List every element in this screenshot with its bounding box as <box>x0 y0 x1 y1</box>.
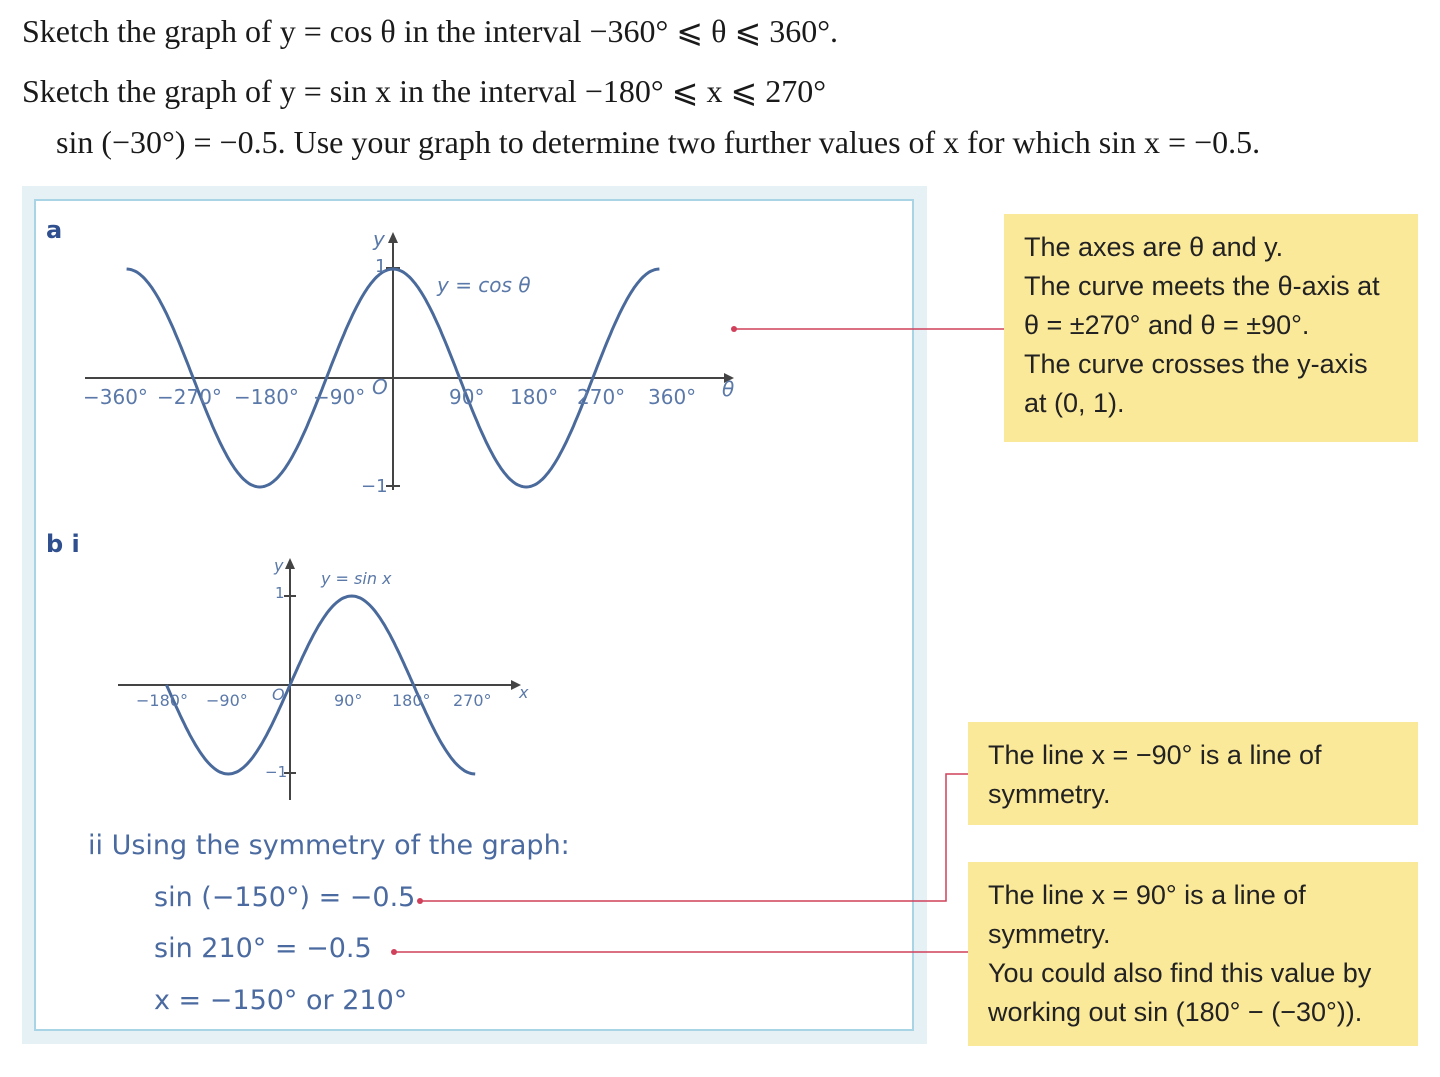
cos-x-tick-label: −90° <box>313 385 366 409</box>
note-line: The curve meets the θ-axis at <box>1024 271 1380 301</box>
note-line: symmetry. <box>988 779 1111 809</box>
sin-y-tick-label-1: 1 <box>275 584 285 602</box>
note-line: You could also find this value by <box>988 958 1372 988</box>
cos-x-tick-label: 360° <box>648 385 697 409</box>
working-heading: ii Using the symmetry of the graph: <box>88 830 570 861</box>
cos-x-tick-label: 180° <box>510 385 559 409</box>
cos-graph <box>83 227 734 497</box>
leader-dot-note2 <box>417 898 423 904</box>
sin-x-tick-label: 270° <box>453 691 492 710</box>
cos-x-tick-label: −270° <box>157 385 222 409</box>
cos-y-tick-label-1: 1 <box>375 256 387 277</box>
sin-curve-label: y = sin x <box>321 569 392 588</box>
cos-curve-label: y = cos θ <box>437 273 531 297</box>
sin-x-tick-label: −180° <box>136 691 188 710</box>
part-a-label: a <box>46 216 63 244</box>
sin-y-axis-label: y <box>274 556 284 575</box>
sin-x-tick-label: 90° <box>334 691 363 710</box>
note-line: The axes are θ and y. <box>1024 232 1284 262</box>
note-line: The line x = −90° is a line of <box>988 740 1322 770</box>
note-line: working out sin (180° − (−30°)). <box>988 997 1363 1027</box>
sin-y-tick-label-minus1: −1 <box>265 763 288 781</box>
leader-dot-note3 <box>391 949 397 955</box>
sin-graph <box>118 556 529 800</box>
note-line: The curve crosses the y-axis <box>1024 349 1368 379</box>
sin-origin-label: O <box>272 685 285 704</box>
note-cos-axes <box>1004 214 1418 442</box>
sin-x-axis-label: x <box>519 683 529 702</box>
question-b-ii-text: sin (−30°) = −0.5. Use your graph to determine two further values of x for which sin x = −0.5. <box>56 124 1261 160</box>
question-a-text: Sketch the graph of y = cos θ in the interval −360° ⩽ θ ⩽ 360°. <box>22 13 839 49</box>
working-line-2: sin 210° = −0.5 <box>154 933 372 964</box>
sin-x-tick-label: −90° <box>206 691 248 710</box>
working-line-1: sin (−150°) = −0.5 <box>154 882 416 913</box>
cos-x-axis-label: θ <box>722 377 735 401</box>
cos-x-tick-label: 270° <box>577 385 626 409</box>
cos-x-tick-label: −180° <box>234 385 299 409</box>
cos-y-tick-label-minus1: −1 <box>361 476 388 497</box>
leader-dot-note1 <box>731 326 737 332</box>
note-symmetry-90 <box>968 862 1418 1046</box>
question-b-i-text: Sketch the graph of y = sin x in the interval −180° ⩽ x ⩽ 270° <box>22 73 827 109</box>
note-line: at (0, 1). <box>1024 388 1125 418</box>
cos-y-axis-label: y <box>373 227 385 251</box>
cos-x-tick-label: −360° <box>83 385 148 409</box>
cos-y-axis-arrow <box>388 232 398 243</box>
cos-x-tick-label: 90° <box>449 385 485 409</box>
note-line: The line x = 90° is a line of <box>988 880 1306 910</box>
note-line: θ = ±270° and θ = ±90°. <box>1024 310 1310 340</box>
part-b-label: b i <box>46 530 80 558</box>
working-line-3: x = −150° or 210° <box>154 985 408 1016</box>
sin-x-tick-label: 180° <box>392 691 431 710</box>
cos-origin-label: O <box>372 375 388 399</box>
sin-y-axis-arrow <box>285 558 295 569</box>
note-line: symmetry. <box>988 919 1111 949</box>
note-symmetry-minus90 <box>968 722 1418 825</box>
